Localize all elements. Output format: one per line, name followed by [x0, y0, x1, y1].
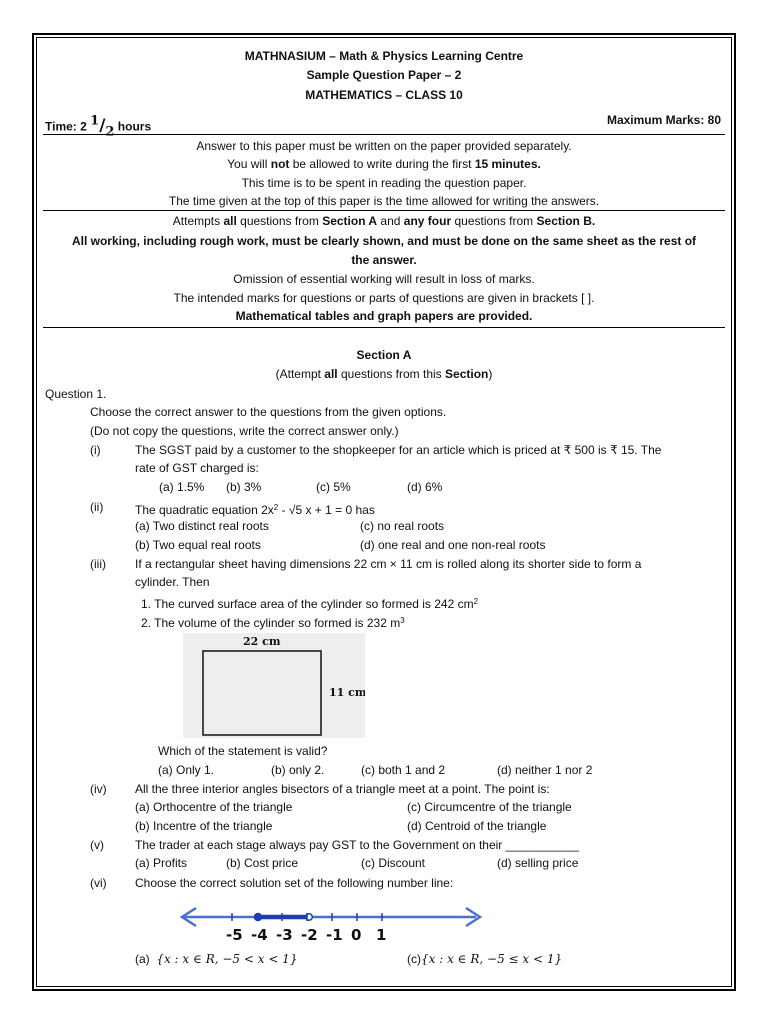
height-label: 11 cm: [329, 686, 365, 699]
time-allowed: Time: 2 $^1/_2$ hours: [45, 113, 152, 140]
option-a: (a) Only 1.: [158, 763, 215, 777]
tick-label: 0: [351, 926, 362, 944]
closed-endpoint: [254, 913, 262, 921]
item-text: cylinder. Then: [135, 575, 210, 589]
item-text: Choose the correct solution set of the following number line:: [135, 876, 454, 890]
paper-title: Sample Question Paper – 2: [306, 68, 462, 82]
option-d: (d) one real and one non-real roots: [360, 538, 546, 552]
instruction-line: the answer.: [351, 253, 417, 267]
option-d: (d) 6%: [407, 480, 443, 494]
section-title: Section A: [356, 348, 412, 362]
item-number: (i): [90, 443, 101, 457]
option-c: (c) 5%: [316, 480, 351, 494]
option-d: (d) selling price: [497, 856, 579, 870]
item-number: (iv): [90, 782, 107, 796]
item-text: rate of GST charged is:: [135, 461, 259, 475]
instruction-line: All working, including rough work, must be clearly shown, and must be done on the same sheet as the rest of: [71, 234, 697, 248]
option-d: (d) Centroid of the triangle: [407, 819, 547, 833]
statement-2: 2. The volume of the cylinder so formed is 232 $m^3$: [141, 616, 405, 630]
tick-label: -5: [226, 926, 243, 944]
item-number: (v): [90, 838, 104, 852]
instruction-line: Answer to this paper must be written on the paper provided separately.: [196, 139, 572, 153]
option-c: (c) Circumcentre of the triangle: [407, 800, 572, 814]
rectangle-sheet-figure: [183, 633, 365, 738]
option-c: (c) both 1 and 2: [361, 763, 446, 777]
instruction-line: Omission of essential working will result in loss of marks.: [233, 272, 535, 286]
statement-1: 1. The curved surface area of the cylinder so formed is 242 $cm^2$: [141, 597, 479, 611]
option-c: (c) no real roots: [360, 519, 445, 533]
number-line: [170, 900, 500, 946]
sheet-rectangle: [203, 651, 321, 735]
item-text: The trader at each stage always pay GST to the Government on their ___________: [135, 838, 580, 852]
section-instruction: (Attempt all questions from this Section): [275, 367, 493, 381]
option-a: (a) Profits: [135, 856, 188, 870]
item-text: The quadratic equation $2x^2 - √5$ x + 1 = 0 has: [135, 503, 375, 517]
question-label: Question 1.: [45, 387, 107, 401]
maximum-marks: Maximum Marks: 80: [606, 113, 721, 127]
width-label: 22 cm: [243, 635, 281, 648]
question-intro: (Do not copy the questions, write the correct answer only.): [90, 424, 399, 438]
divider: [43, 210, 725, 211]
option-b: (b) Cost price: [226, 856, 299, 870]
item-number: (vi): [90, 876, 107, 890]
option-a: (a) Two distinct real roots: [135, 519, 269, 533]
option-c: (c) Discount: [361, 856, 426, 870]
option-b: (b) Incentre of the triangle: [135, 819, 273, 833]
tick-label: -1: [326, 926, 343, 944]
divider: [43, 327, 725, 328]
instruction-line: The time given at the top of this paper is the time allowed for writing the answers.: [168, 194, 600, 208]
item-number: (ii): [90, 500, 104, 514]
option-b: (b) only 2.: [271, 763, 325, 777]
item-number: (iii): [90, 557, 106, 571]
instruction-line: You will not be allowed to write during the first 15 minutes.: [227, 157, 541, 171]
institute-title: MATHNASIUM – Math & Physics Learning Centre: [244, 49, 524, 63]
item-text: The SGST paid by a customer to the shopkeeper for an article which is priced at ₹ 500 is ₹ 15. The: [135, 443, 662, 457]
instruction-line: Mathematical tables and graph papers are provided.: [235, 309, 533, 323]
tick-label: -4: [251, 926, 268, 944]
option-b: (b) Two equal real roots: [135, 538, 261, 552]
tick-label: 1: [376, 926, 387, 944]
option-c: (c){x : x ∈ R, −5 ≤ x < 1}: [407, 952, 563, 966]
divider: [43, 134, 725, 135]
instruction-line: This time is to be spent in reading the question paper.: [241, 176, 527, 190]
instruction-line: The intended marks for questions or parts of questions are given in brackets [ ].: [173, 291, 595, 305]
rectangle-sheet-diagram: [183, 633, 365, 738]
option-a: (a) 1.5%: [159, 480, 205, 494]
option-b: (b) 3%: [226, 480, 262, 494]
item-text: If a rectangular sheet having dimensions 22 cm × 11 cm is rolled along its shorter side to form a: [135, 557, 642, 571]
option-a: (a) {x : x ∈ R, −5 < x < 1}: [135, 952, 298, 966]
tick-label: -3: [276, 926, 293, 944]
option-d: (d) neither 1 nor 2: [497, 763, 593, 777]
instruction-line: Attempts all questions from Section A and any four questions from Section B.: [172, 214, 596, 228]
option-a: (a) Orthocentre of the triangle: [135, 800, 293, 814]
tick-label: -2: [301, 926, 318, 944]
item-question: Which of the statement is valid?: [158, 744, 328, 758]
subject-title: MATHEMATICS – CLASS 10: [305, 88, 463, 102]
question-intro: Choose the correct answer to the questions from the given options.: [90, 405, 447, 419]
item-text: All the three interior angles bisectors of a triangle meet at a point. The point is:: [135, 782, 550, 796]
